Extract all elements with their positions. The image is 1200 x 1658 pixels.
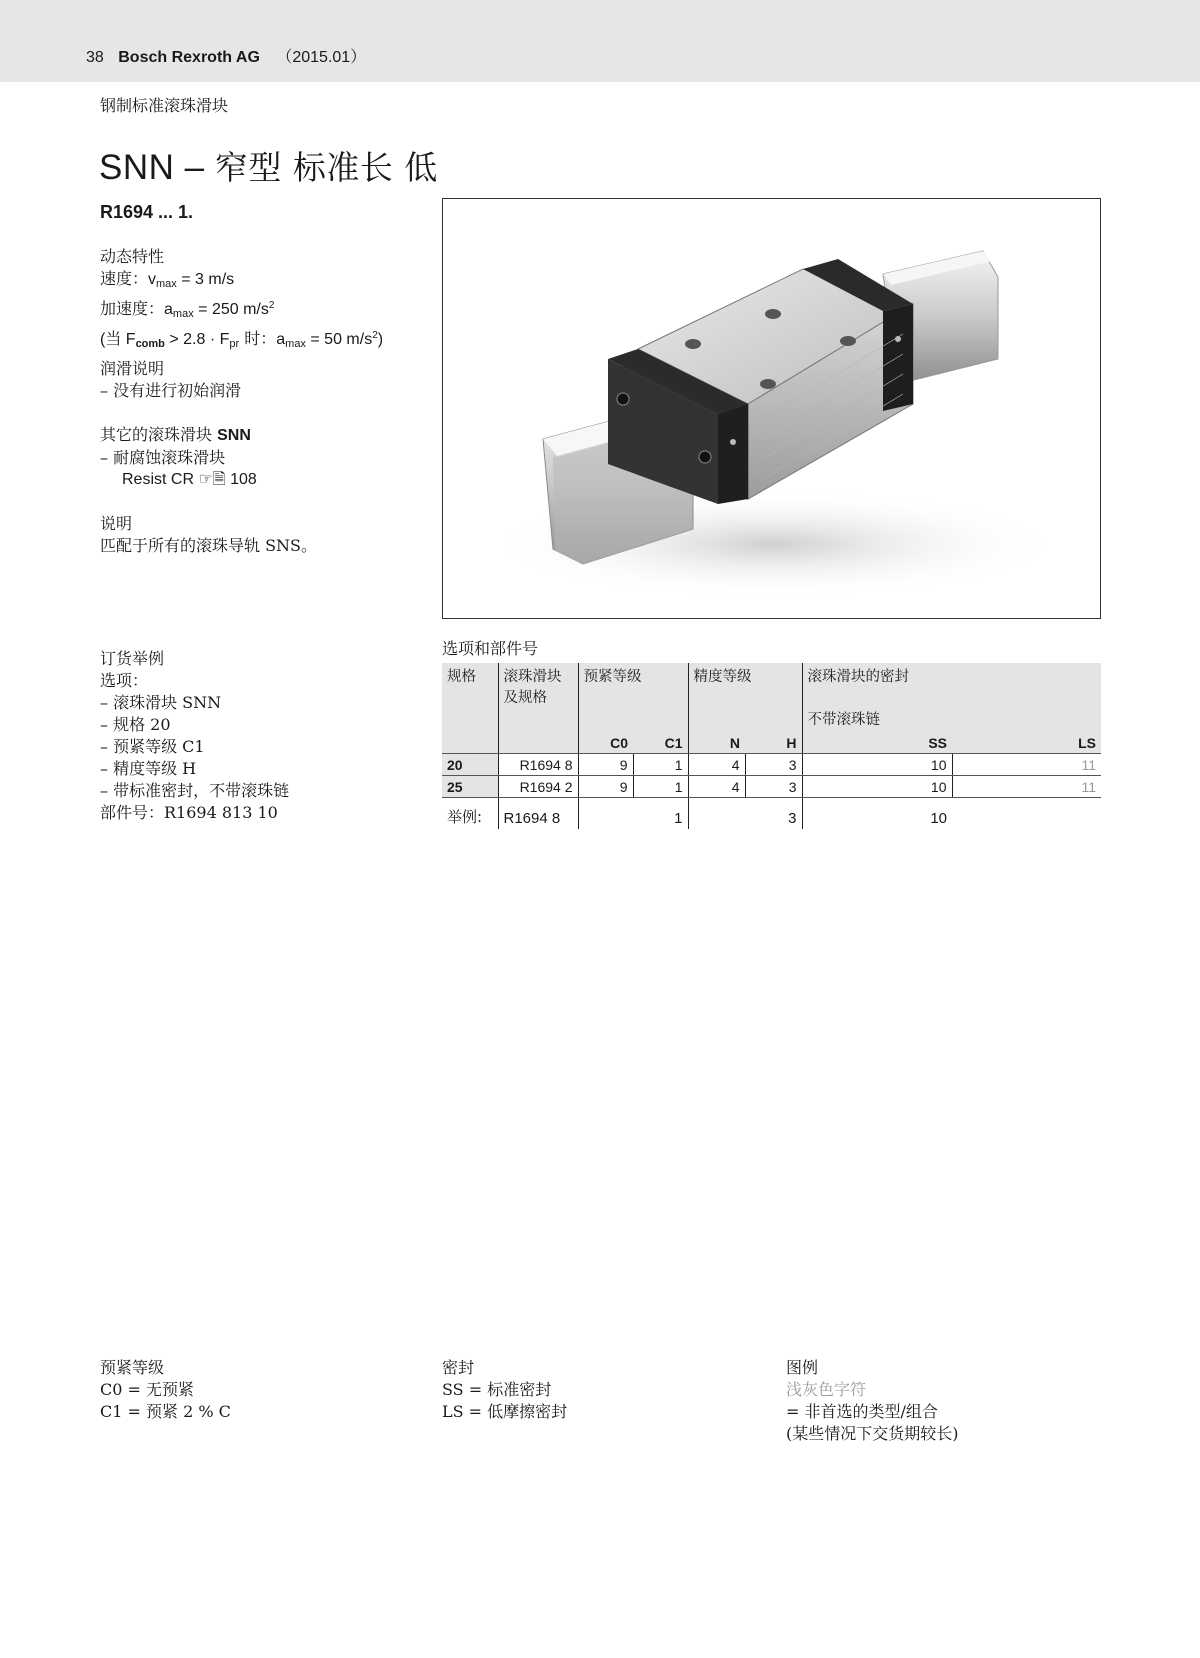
subheader-h: H bbox=[745, 731, 802, 753]
note-text: 匹配于所有的滚珠导轨 SNS。 bbox=[100, 536, 318, 555]
legend-key bbox=[786, 1357, 959, 1445]
subheader-c1: C1 bbox=[633, 731, 688, 753]
cell-h: 3 bbox=[745, 753, 802, 775]
ordering-item: – 规格 20 bbox=[100, 715, 171, 734]
legend-c1: C1 = 预紧 2 % C bbox=[100, 1402, 231, 1421]
part-number: R1694 ... 1. bbox=[100, 202, 194, 222]
table-row bbox=[442, 775, 1101, 797]
other-blocks bbox=[100, 424, 257, 491]
lubrication-heading: 润滑说明 bbox=[100, 359, 165, 378]
cell-size: 20 bbox=[442, 753, 498, 775]
table-header-row bbox=[442, 663, 1101, 731]
accel-condition-line: (当 $F_{comb} > 2.8 \cdot F_{pr}$ 时：$a_{max} = 50$ $m/s^2$) bbox=[100, 329, 384, 350]
cell-n: 4 bbox=[688, 775, 745, 797]
dynamics-block bbox=[100, 246, 383, 355]
other-item-1: – 耐腐蚀滚珠滑块 bbox=[100, 448, 226, 467]
options-table bbox=[442, 663, 1101, 829]
subheader-ls: LS bbox=[952, 731, 1101, 753]
cell-c0: 9 bbox=[578, 775, 633, 797]
cell-c1: 1 bbox=[633, 753, 688, 775]
other-item-2[interactable]: Resist CR ☞🗎 108 bbox=[122, 471, 257, 488]
company-name: Bosch Rexroth AG bbox=[118, 49, 260, 66]
cell-ss: 10 bbox=[802, 775, 952, 797]
legend-preload-heading: 预紧等级 bbox=[100, 1358, 165, 1377]
header-preload: 预紧等级 bbox=[578, 663, 688, 731]
other-heading: 其它的滚珠滑块 SNN bbox=[100, 425, 251, 444]
subheader-ss: SS bbox=[802, 731, 952, 753]
legend-key-line2: = 非首选的类型/组合 bbox=[786, 1402, 938, 1421]
legend-ls: LS = 低摩擦密封 bbox=[442, 1402, 568, 1421]
ordering-part-number: 部件号：R1694 813 10 bbox=[100, 803, 278, 822]
cell-n: 4 bbox=[688, 753, 745, 775]
header-band bbox=[0, 0, 1200, 82]
edition: （2015.01） bbox=[276, 49, 367, 66]
speed-line: 速度：$v_{max} = 3$ m/s bbox=[100, 269, 235, 290]
page-number: 38 bbox=[86, 49, 104, 66]
note-heading: 说明 bbox=[100, 514, 133, 533]
legend-key-line3: (某些情况下交货期较长) bbox=[786, 1424, 959, 1443]
header-size: 规格 bbox=[442, 663, 498, 731]
cell-ls: 11 bbox=[952, 775, 1101, 797]
example-block: R1694 8 bbox=[498, 797, 578, 829]
ordering-options-label: 选项： bbox=[100, 671, 149, 690]
linear-guide-image bbox=[443, 199, 1099, 617]
cell-ss: 10 bbox=[802, 753, 952, 775]
product-photo bbox=[442, 198, 1101, 619]
page-title bbox=[99, 142, 438, 189]
table-row bbox=[442, 753, 1101, 775]
example-ss: 10 bbox=[802, 797, 952, 829]
accel-line: 加速度：$a_{max} = 250$ $m/s^2$ bbox=[100, 299, 275, 320]
lubrication-block bbox=[100, 358, 241, 402]
lubrication-item: – 没有进行初始润滑 bbox=[100, 381, 242, 400]
cell-c1: 1 bbox=[633, 775, 688, 797]
example-label: 举例: bbox=[447, 807, 483, 826]
note-block bbox=[100, 513, 317, 557]
options-table-title: 选项和部件号 bbox=[442, 639, 539, 658]
example-c1: 1 bbox=[674, 809, 683, 827]
example-row bbox=[442, 797, 1101, 829]
legend-grey-text: 浅灰色字符 bbox=[786, 1380, 867, 1399]
cell-size: 25 bbox=[442, 775, 498, 797]
title-text: 窄型 标准长 低 bbox=[214, 148, 438, 187]
cell-block: R1694 2 bbox=[498, 775, 578, 797]
ordering-item: – 预紧等级 C1 bbox=[100, 737, 205, 756]
legend-key-heading: 图例 bbox=[786, 1358, 819, 1377]
legend-ss: SS = 标准密封 bbox=[442, 1380, 552, 1399]
ordering-example bbox=[100, 648, 289, 824]
title-dash: – bbox=[174, 148, 215, 187]
dynamics-heading: 动态特性 bbox=[100, 247, 165, 266]
subheader-n: N bbox=[688, 731, 745, 753]
title-code: SNN bbox=[99, 148, 175, 187]
ordering-item: – 带标准密封，不带滚珠链 bbox=[100, 781, 290, 800]
cell-h: 3 bbox=[745, 775, 802, 797]
ordering-item: – 滚珠滑块 SNN bbox=[100, 693, 222, 712]
subheader-c0: C0 bbox=[578, 731, 633, 753]
header-accuracy: 精度等级 bbox=[688, 663, 802, 731]
header-block: 滚珠滑块 及规格 bbox=[498, 663, 578, 731]
page-header bbox=[86, 44, 366, 67]
legend-c0: C0 = 无预紧 bbox=[100, 1380, 195, 1399]
cell-c0: 9 bbox=[578, 753, 633, 775]
ordering-item: – 精度等级 H bbox=[100, 759, 197, 778]
legend-seal-heading: 密封 bbox=[442, 1358, 475, 1377]
ordering-heading: 订货举例 bbox=[100, 649, 165, 668]
legend-preload bbox=[100, 1357, 231, 1423]
section-label: 钢制标准滚珠滑块 bbox=[100, 96, 229, 115]
cell-ls: 11 bbox=[952, 753, 1101, 775]
header-seal: 滚珠滑块的密封 不带滚珠链 bbox=[802, 663, 1101, 731]
example-h: 3 bbox=[788, 809, 797, 827]
cell-block: R1694 8 bbox=[498, 753, 578, 775]
legend-seal bbox=[442, 1357, 567, 1423]
table-subheader-row bbox=[442, 731, 1101, 753]
